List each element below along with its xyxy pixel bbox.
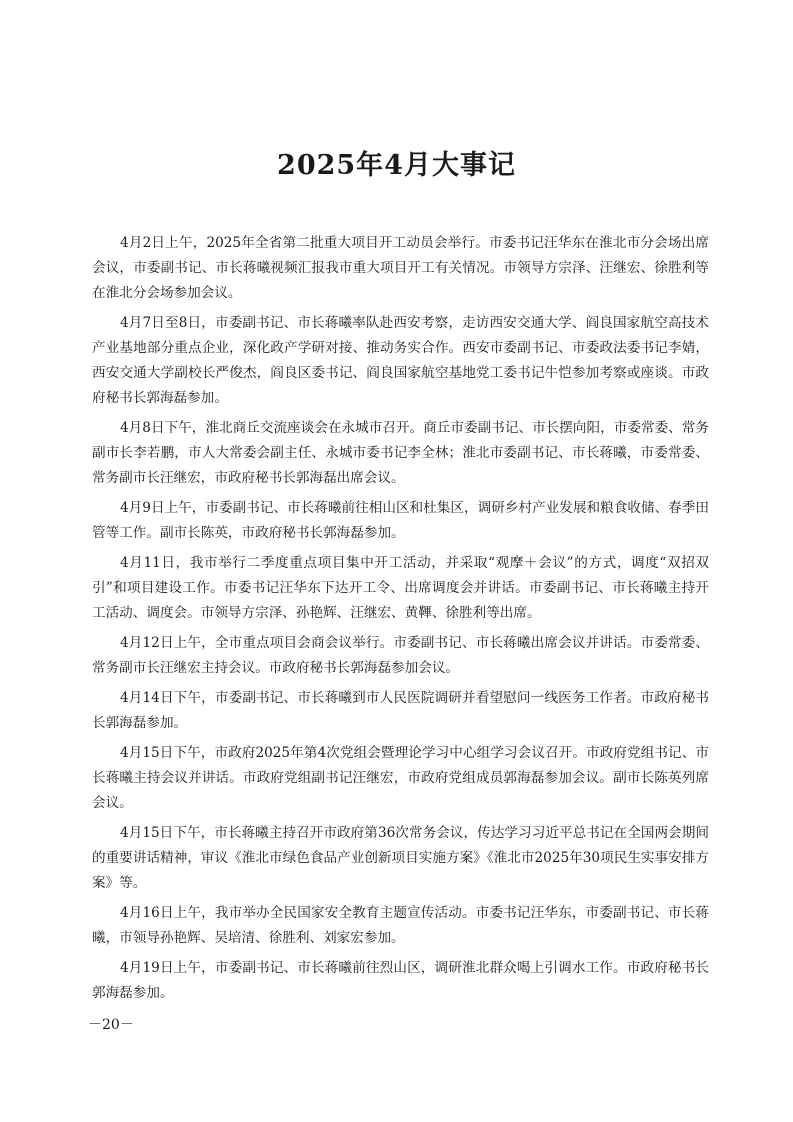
paragraph-apr-11: 4月11日，我市举行二季度重点项目集中开工活动，并采取“观摩＋会议”的方式，调度“双招双引”和项目建设工作。市委书记汪华东下达开工令、出席调度会并讲话。市委副书记、市长蒋曦主持开工活动、调度会。市领导方宗泽、孙艳辉、汪继宏、黄鞸、徐胜利等出席。 [92,555,709,621]
paragraph-apr-14: 4月14日下午，市委副书记、市长蒋曦到市人民医院调研并看望慰问一线医务工作者。市政府秘书长郭海磊参加。 [92,690,709,731]
paragraph-apr-8: 4月8日下午，淮北商丘交流座谈会在永城市召开。商丘市委副书记、市长摆向阳，市委常委、常务副市长李若鹏，市人大常委会副主任、永城市委书记李全林；淮北市委副书记、市长蒋曦，市委常委、常务副市长汪继宏，市政府秘书长郭海磊出席会议。 [92,420,709,486]
paragraph-apr-15-party: 4月15日下午，市政府2025年第4次党组会暨理论学习中心组学习会议召开。市政府党组书记、市长蒋曦主持会议并讲话。市政府党组副书记汪继宏，市政府党组成员郭海磊参加会议。副市长陈英列席会议。 [92,745,709,811]
page-number: －20－ [88,1017,134,1033]
paragraph-apr-7-8: 4月7日至8日，市委副书记、市长蒋曦率队赴西安考察，走访西安交通大学、阎良国家航空高技术产业基地部分重点企业，深化政产学研对接、推动务实合作。西安市委副书记、市委政法委书记李婧，西安交通大学副校长严俊杰，阎良区委书记、阎良国家航空基地党工委书记牛恺参加考察或座谈。市政府秘书长郭海磊参加。 [92,315,709,406]
paragraph-apr-16: 4月16日上午，我市举办全民国家安全教育主题宣传活动。市委书记汪华东，市委副书记、市长蒋曦，市领导孙艳辉、吴培清、徐胜利、刘家宏参加。 [92,905,709,946]
paragraph-apr-19: 4月19日上午，市委副书记、市长蒋曦前往烈山区，调研淮北群众喝上引调水工作。市政府秘书长郭海磊参加。 [92,960,709,1001]
paragraph-apr-12: 4月12日上午，全市重点项目会商会议举行。市委副书记、市长蒋曦出席会议并讲话。市委常委、常务副市长汪继宏主持会议。市政府秘书长郭海磊参加会议。 [92,635,709,676]
paragraph-apr-2: 4月2日上午，2025年全省第二批重大项目开工动员会举行。市委书记汪华东在淮北市分会场出席会议，市委副书记、市长蒋曦视频汇报我市重大项目开工有关情况。市领导方宗泽、汪继宏、徐胜利等在淮北分会场参加会议。 [92,235,709,301]
page-title: 2025年4月大事记 [277,150,516,181]
paragraph-apr-9: 4月9日上午，市委副书记、市长蒋曦前往相山区和杜集区，调研乡村产业发展和粮食收储、春季田管等工作。副市长陈英，市政府秘书长郭海磊参加。 [92,500,709,541]
document-body [92,231,709,1011]
paragraph-apr-15-standing: 4月15日下午，市长蒋曦主持召开市政府第36次常务会议，传达学习习近平总书记在全国两会期间的重要讲话精神，审议《淮北市绿色食品产业创新项目实施方案》《淮北市2025年30项民生实事安排方案》等。 [92,825,709,891]
